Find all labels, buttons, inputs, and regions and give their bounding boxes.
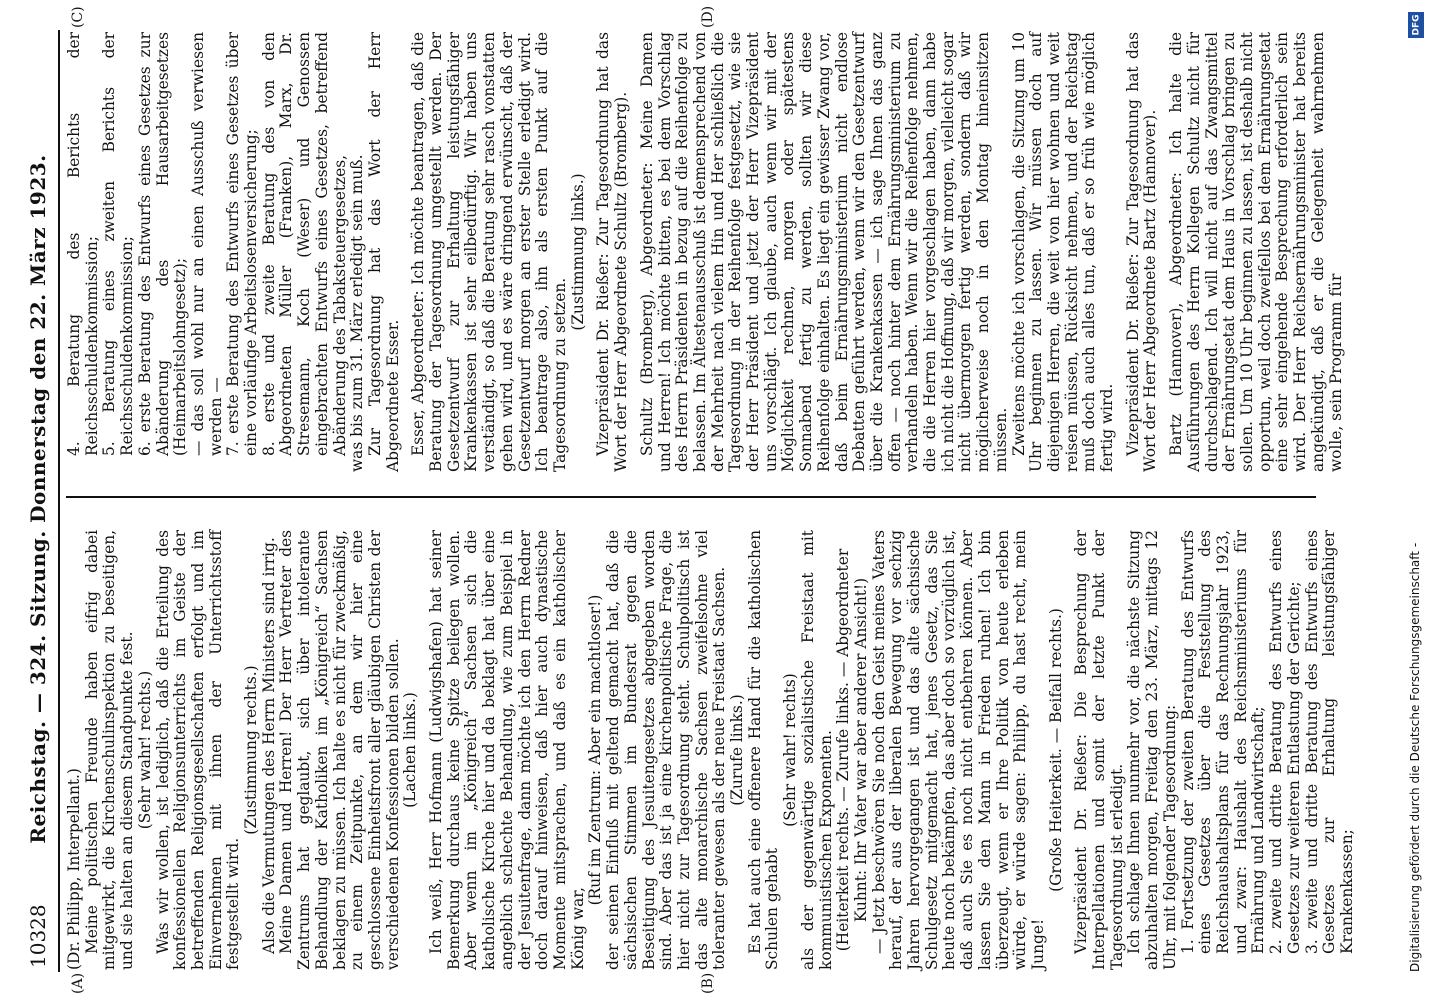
column-divider	[66, 496, 1316, 498]
agenda-item: 3. zweite und dritte Beratung des Entwurfs eines Gesetzes zur Erhaltung leistungsfähiger Krankenkassen;	[1302, 530, 1356, 954]
margin-letter-a: (A)	[70, 972, 86, 994]
agenda-item: 5. Beratung eines zweiten Berichts der Reichsschuldenkommission;	[100, 32, 137, 456]
paragraph: Meine politischen Freunde haben eifrig dabei mitgewirkt, die Kirchenschulinspektion zu beseitigen, und sie halten an diesem Standpunkte fest.	[82, 530, 137, 970]
interjection: (Heiterkeit rechts. — Zurufe links. — Abgeordneter Kuhnt: Ihr Vater war aber anderer Ansicht!)	[834, 548, 870, 952]
margin-letter-c: (C)	[70, 6, 86, 28]
paragraph: Vizepräsident Dr. Rießer: Zur Tagesordnung hat das Wort der Herr Abgeordnete Bartz (Hannover).	[1123, 32, 1160, 472]
agenda-item: 2. zweite und dritte Beratung des Entwurfs eines Gesetzes zur weiteren Entlastung der Gerichte;	[1267, 530, 1303, 954]
paragraph: Es hat auch eine offenere Hand für die katholischen Schulen gehabt	[745, 530, 782, 970]
paragraph: Bartz (Hannover), Abgeordneter: Ich halte die Ausführungen des Herrn Kollegen Schultz nicht für durchschlagend. Ich will nicht auf das Zwangsmittel der Ernährungsetat dem Haus in Vorschlag bringen zu sollen. Um 10 Uhr beginnen zu lassen, ist deshalb nicht opportun, weil doch zweifellos bei dem Ernährungsetat eine sehr eingehende Besprechung erforderlich sein wird. Der Herr Reichsernährungsminister hat bereits angekündigt, daß er die Gelegenheit wahrnehmen wolle, sein Programm für	[1167, 32, 1345, 472]
agenda-note: — das soll wohl nur an einen Ausschuß verwiesen werden —	[188, 32, 225, 456]
paragraph: Schultz (Bromberg), Abgeordneter: Meine Damen und Herren! Ich möchte bitten, es bei dem Vorschlag des Herrn Präsidenten in bezug auf die Reihenfolge zu belassen. Im Ältestenausschuß ist demensprechend von der Mehrheit nach vielem Hin und Her schließlich die Tagesordnung in der Reihenfolge festgesetzt, wie sie der Herr Präsident und jetzt der Herr Vizepräsident uns vorschlägt. Ich glaube, auch wenn wir mit der Möglichkeit rechnen, morgen oder spätestens Sonnabend fertig zu werden, sollten wir diese Reihenfolge einhalten. Es liegt ein gewisser Zwang vor, daß beim Ernährungsministerium nicht endlose Debatten geführt werden, wenn wir den Gesetzentwurf über die Krankenkassen — ich sage Ihnen das ganz offen — noch hinter dem Ernährungsministerium zu verhandeln haben. Wenn wir die Reihenfolge nehmen, die die Herren hier vorgeschlagen haben, dann habe ich nicht die Hoffnung, daß wir morgen, vielleicht sogar nicht übermorgen fertig werden, sondern daß wir möglicherweise noch in den Montag hineinsitzen müssen.	[637, 32, 1010, 472]
interjection: (Zustimmung links.)	[568, 173, 587, 331]
paragraph: Esser, Abgeordneter: Ich möchte beantragen, daß die Beratung der Tagesordnung umgestellt werden. Der Gesetzentwurf zur Erhaltung leistungsfähiger Krankenkassen ist sehr eilbedürftig. Wir haben uns verständigt, so daß die Beratung sehr rasch vonstatten gehen wird, und es wäre dringend erwünscht, daß der Gesetzentwurf morgen an erster Stelle erledigt wird. Ich beantrage also, ihn als ersten Punkt auf die Tagesordnung zu setzen.	[409, 32, 569, 472]
page-number: 10328	[26, 904, 50, 968]
page-title: Reichstag. — 324. Sitzung. Donnerstag den 22. März 1923.	[26, 154, 50, 844]
agenda-item: 6. erste Beratung des Entwurfs eines Gesetzes zur Abänderung des Hausarbeitgesetzes (Heimarbeitslohngesetz);	[135, 32, 190, 456]
interjection: (Lachen links.)	[401, 692, 420, 808]
interjection: (Zurufe links.)	[728, 694, 747, 806]
paragraph: Also die Vermutungen des Herrn Ministers sind irrig.	[259, 537, 278, 954]
agenda-item: 7. erste Beratung des Entwurfs eines Gesetzes über eine vorläufige Arbeitslosenversicherung;	[224, 32, 261, 456]
page-header	[26, 30, 52, 968]
margin-letter-d: (D)	[700, 5, 716, 28]
dfg-credit-text: Digitalisierung gefördert durch die Deutsche Forschungsgemeinschaft -	[1408, 542, 1422, 972]
paragraph: Ich schlage Ihnen nunmehr vor, die nächste Sitzung abzuhalten morgen, Freitag den 23. März, mittags 12 Uhr, mit folgender Tagesordnung:	[1125, 530, 1179, 970]
interjection: (Sehr wahr! rechts)	[781, 673, 800, 827]
paragraph: Vizepräsident Dr. Rießer: Zur Tagesordnung hat das Wort der Herr Abgeordnete Schultz (Bromberg).	[594, 32, 631, 472]
interjection: (Sehr wahr! rechts.)	[135, 670, 154, 830]
paragraph: was bis zum 31. März erledigt sein muß.	[348, 154, 367, 472]
paragraph: — Jetzt beschwören Sie noch den Geist meines Vaters herauf, der aus der liberalen Bewegung vor sechzig Jahren hervorgegangen ist und das alte sächsische Schulgesetz mitgemacht hat, jenes Gesetz, das Sie heute noch bekämpfen, das aber doch so vorzüglich ist, daß auch Sie es noch nicht entbehren können. Aber lassen Sie den Mann in Frieden ruhen! Ich bin überzeugt, wenn er Ihre Politik von heute erleben würde, er würde sagen: Philipp, du hast recht, mein Junge!	[869, 530, 1047, 970]
agenda-list-left	[1180, 530, 1357, 970]
paragraph: Was wir wollen, ist lediglich, daß die Erteilung des konfessionellen Religionsunterrichts im Geiste der betreffenden Religionsgesellschaften erfolgt und im Einvernehmen mit ihnen der Unterrichtsstoff festgestellt wird.	[153, 530, 243, 970]
left-column	[65, 530, 1356, 970]
paragraph: Zur Tagesordnung hat das Wort der Herr Abgeordnete Esser.	[365, 32, 402, 472]
interjection: (Zustimmung rechts.)	[242, 665, 261, 835]
agenda-list-right	[66, 32, 349, 472]
paragraph: Zweitens möchte ich vorschlagen, die Sitzung um 10 Uhr beginnen zu lassen. Wir müssen doch auf diejenigen Herren, die weit von hier wohnen und weit reisen müssen, Rücksicht nehmen, und der Reichstag muß doch auch alles tun, daß er so früh wie möglich fertig wird.	[1009, 32, 1117, 472]
speaker-note: (Dr. Philipp, Interpellant.)	[65, 768, 83, 970]
paragraph: Meine Damen und Herren! Der Herr Vertreter des Zentrums hat geglaubt, sich über intolerante Behandlung der Katholiken im „Königreich“ Sachsen beklagen zu müssen. Ich halte es nicht für zweckmäßig, zu einem Zeitpunkte, an dem wir hier eine geschlossene Einheitsfront aller gläubigen Christen der verschiedenen Konfessionen bilden sollen.	[277, 530, 402, 970]
paragraph: Ich weiß, Herr Hofmann (Ludwigshafen) hat seiner Bemerkung durchaus keine Spitze beilegen wollen. Aber wenn im „Königreich“ Sachsen sich die katholische Kirche hier und da beklagt hat über eine angeblich schlechte Behandlung, wie zum Beispiel in der Jesuitenfrage, dann möchte ich den Herrn Redner doch darauf hinweisen, daß hier auch dynastische Momente mitsprachen, und daß es ein katholischer König war,	[427, 530, 587, 970]
header-rule	[58, 30, 60, 972]
interjection: (Große Heiterkeit. — Beifall rechts.)	[1046, 608, 1065, 892]
right-column	[65, 32, 1345, 472]
dfg-logo: DFG	[1408, 12, 1424, 38]
agenda-item: 1. Fortsetzung der zweiten Beratung des Entwurfs eines Gesetzes über die Feststellung des Reichshaushaltsplans für das Rechnungsjahr 1923, und zwar: Haushalt des Reichsministeriums für Ernährung und Landwirtschaft;	[1178, 530, 1268, 954]
agenda-item: 4. Beratung des Berichts der Reichsschuldenkommission;	[65, 32, 101, 456]
paragraph: Vizepräsident Dr. Rießer: Die Besprechung der Interpellationen und somit der letzte Punkt der Tagesordnung ist erledigt.	[1072, 530, 1126, 970]
dfg-sidebar	[1404, 12, 1430, 1002]
agenda-item: 8. erste und zweite Beratung des von den Abgeordneten Müller (Franken), Marx, Dr. Stresemann, Koch (Weser) und Genossen eingebrachten Entwurfs eines Gesetzes, betreffend Abänderung des Tabaksteuergesetzes,	[259, 32, 349, 456]
paragraph: als der gegenwärtige sozialistische Freistaat mit kommunistischen Exponenten.	[798, 530, 835, 970]
margin-letter-b: (B)	[700, 972, 716, 994]
interjection: (Ruf im Zentrum: Aber ein machtloser!)	[586, 594, 605, 906]
paragraph: der seinen Einfluß mit geltend gemacht hat, daß die sächsischen Stimmen im Bundesrat gegen die Beseitigung des Jesuitengesetzes abgegeben worden sind. Aber das ist ja eine kirchenpolitische Frage, die hier nicht zur Tagesordnung steht. Schulpolitisch ist das alte monarchische Sachsen zweifelsohne viel toleranter gewesen als der neue Freistaat Sachsen.	[604, 530, 729, 970]
